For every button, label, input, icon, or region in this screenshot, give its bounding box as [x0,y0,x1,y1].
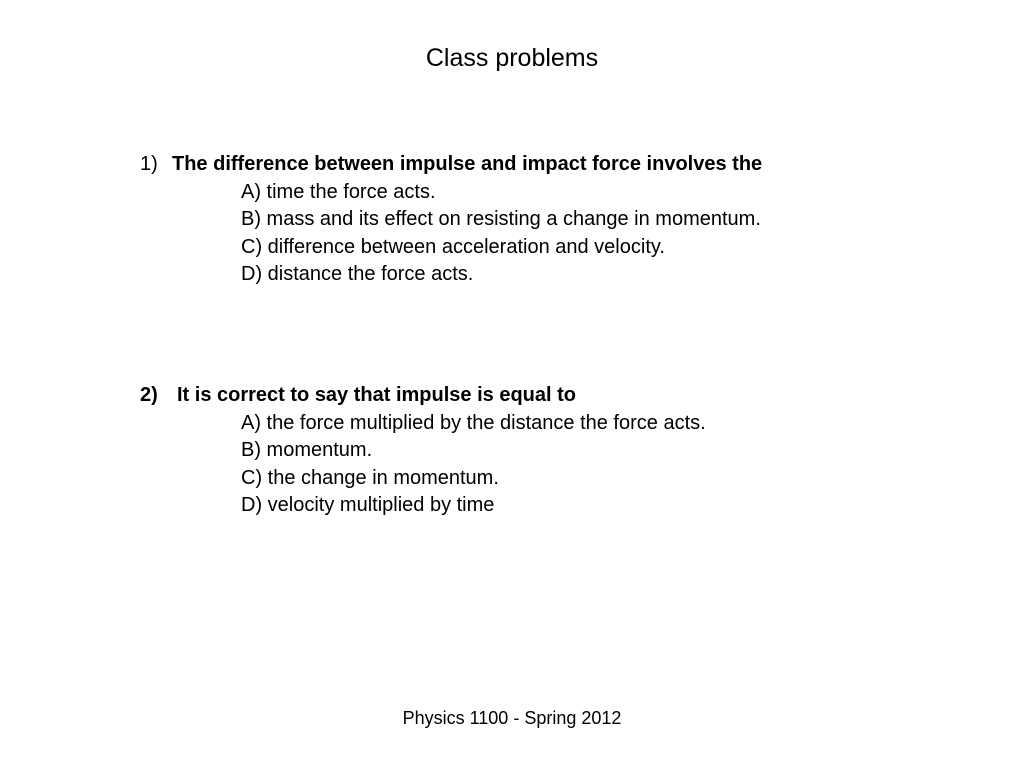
answer-option-c: C) difference between acceleration and velocity. [241,235,665,258]
answer-option-d: D) velocity multiplied by time [241,494,495,516]
answer-option-b: B) momentum. [241,439,373,461]
answer-option-d: D) distance the force acts. [241,263,474,285]
question-1 [140,151,762,289]
slide-title: Class problems [425,44,599,72]
question-header [140,382,706,410]
question-header [140,151,762,179]
answer-option-a: A) the force multiplied by the distance the force acts. [241,411,706,434]
slide-footer: Physics 1100 - Spring 2012 [402,708,622,728]
question-2 [140,382,706,520]
question-number: 2) [140,384,158,406]
answer-option-b: B) mass and its effect on resisting a change in momentum. [241,208,761,230]
answer-options [140,410,706,520]
answer-option-a: A) time the force acts. [241,180,436,203]
question-text: The difference between impulse and impact force involves the [172,153,763,175]
answer-options [140,179,762,289]
question-number: 1) [140,153,158,175]
answer-option-c: C) the change in momentum. [241,466,499,489]
question-text: It is correct to say that impulse is equal to [177,384,576,406]
